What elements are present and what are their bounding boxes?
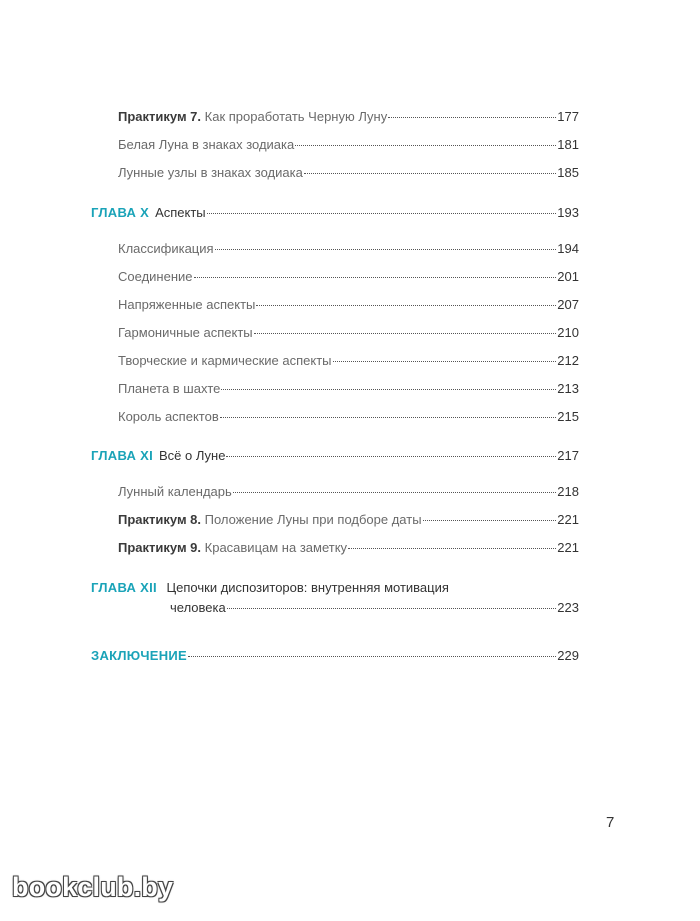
dot-leader <box>423 520 557 521</box>
page-ref: 229 <box>557 648 579 663</box>
dot-leader <box>233 492 557 493</box>
chapter-label: ГЛАВА XII <box>91 580 157 595</box>
chapter-title: Всё о Луне <box>158 448 226 463</box>
entry-title: Планета в шахте <box>118 381 221 396</box>
dot-leader <box>333 361 557 362</box>
dot-leader <box>226 456 556 457</box>
dot-leader <box>295 145 556 146</box>
dot-leader <box>388 117 556 118</box>
dot-leader <box>256 305 556 306</box>
entry-title: Красавицам на заметку <box>204 540 348 555</box>
entry-title: Гармоничные аспекты <box>118 325 253 340</box>
page-ref: 215 <box>557 409 579 424</box>
dot-leader <box>221 389 556 390</box>
page-ref: 185 <box>557 165 579 180</box>
toc-entry[interactable] <box>118 137 579 153</box>
chapter-label: ГЛАВА XI <box>91 448 153 463</box>
toc-entry[interactable] <box>118 325 579 341</box>
page-ref: 193 <box>557 205 579 220</box>
watermark-logo: bookclub.by <box>12 872 174 902</box>
page-ref: 212 <box>557 353 579 368</box>
page-ref: 217 <box>557 448 579 463</box>
toc-chapter-line2[interactable] <box>170 600 579 616</box>
dot-leader <box>220 417 557 418</box>
toc-entry[interactable] <box>118 381 579 397</box>
practicum-label: Практикум 8. <box>118 512 202 527</box>
entry-title: Король аспектов <box>118 409 219 424</box>
entry-title: Классификация <box>118 241 214 256</box>
dot-leader <box>215 249 557 250</box>
page-ref: 177 <box>557 109 579 124</box>
chapter-title-cont: человека <box>170 600 226 615</box>
dot-leader <box>227 608 557 609</box>
page-number: 7 <box>606 814 615 831</box>
toc-conclusion[interactable] <box>91 648 579 664</box>
conclusion-label: ЗАКЛЮЧЕНИЕ <box>91 648 188 663</box>
entry-title: Положение Луны при подборе даты <box>204 512 422 527</box>
dot-leader <box>188 656 556 657</box>
toc-entry[interactable] <box>118 512 579 528</box>
toc-chapter[interactable] <box>91 205 579 221</box>
entry-title: Соединение <box>118 269 193 284</box>
entry-title: Белая Луна в знаках зодиака <box>118 137 295 152</box>
toc-entry[interactable] <box>118 109 579 125</box>
page-ref: 210 <box>557 325 579 340</box>
chapter-title: Аспекты <box>155 205 206 220</box>
toc-entry[interactable] <box>118 269 579 285</box>
dot-leader <box>304 173 556 174</box>
page-ref: 221 <box>557 512 579 527</box>
toc-entry[interactable] <box>118 165 579 181</box>
toc-entry[interactable] <box>118 297 579 313</box>
page-ref: 223 <box>557 600 579 615</box>
practicum-label: Практикум 7. <box>118 109 202 124</box>
page-ref: 181 <box>557 137 579 152</box>
chapter-label: ГЛАВА X <box>91 205 150 220</box>
toc-entry[interactable] <box>118 484 579 500</box>
page-ref: 213 <box>557 381 579 396</box>
toc-entry[interactable] <box>118 409 579 425</box>
entry-title: Лунный календарь <box>118 484 232 499</box>
entry-title: Лунные узлы в знаках зодиака <box>118 165 303 180</box>
entry-title: Напряженные аспекты <box>118 297 256 312</box>
page-ref: 218 <box>557 484 579 499</box>
toc-chapter[interactable] <box>91 448 579 464</box>
toc-entry[interactable] <box>118 353 579 369</box>
dot-leader <box>348 548 556 549</box>
toc-entry[interactable] <box>118 241 579 257</box>
toc-entry[interactable] <box>118 540 579 556</box>
page-ref: 201 <box>557 269 579 284</box>
page-ref: 194 <box>557 241 579 256</box>
page-ref: 221 <box>557 540 579 555</box>
toc-chapter-line1[interactable] <box>91 580 449 596</box>
entry-title: Как проработать Черную Луну <box>204 109 388 124</box>
practicum-label: Практикум 9. <box>118 540 202 555</box>
entry-title: Творческие и кармические аспекты <box>118 353 332 368</box>
dot-leader <box>194 277 557 278</box>
dot-leader <box>254 333 557 334</box>
dot-leader <box>207 213 557 214</box>
page-ref: 207 <box>557 297 579 312</box>
chapter-title: Цепочки диспозиторов: внутренняя мотивация <box>166 580 449 595</box>
